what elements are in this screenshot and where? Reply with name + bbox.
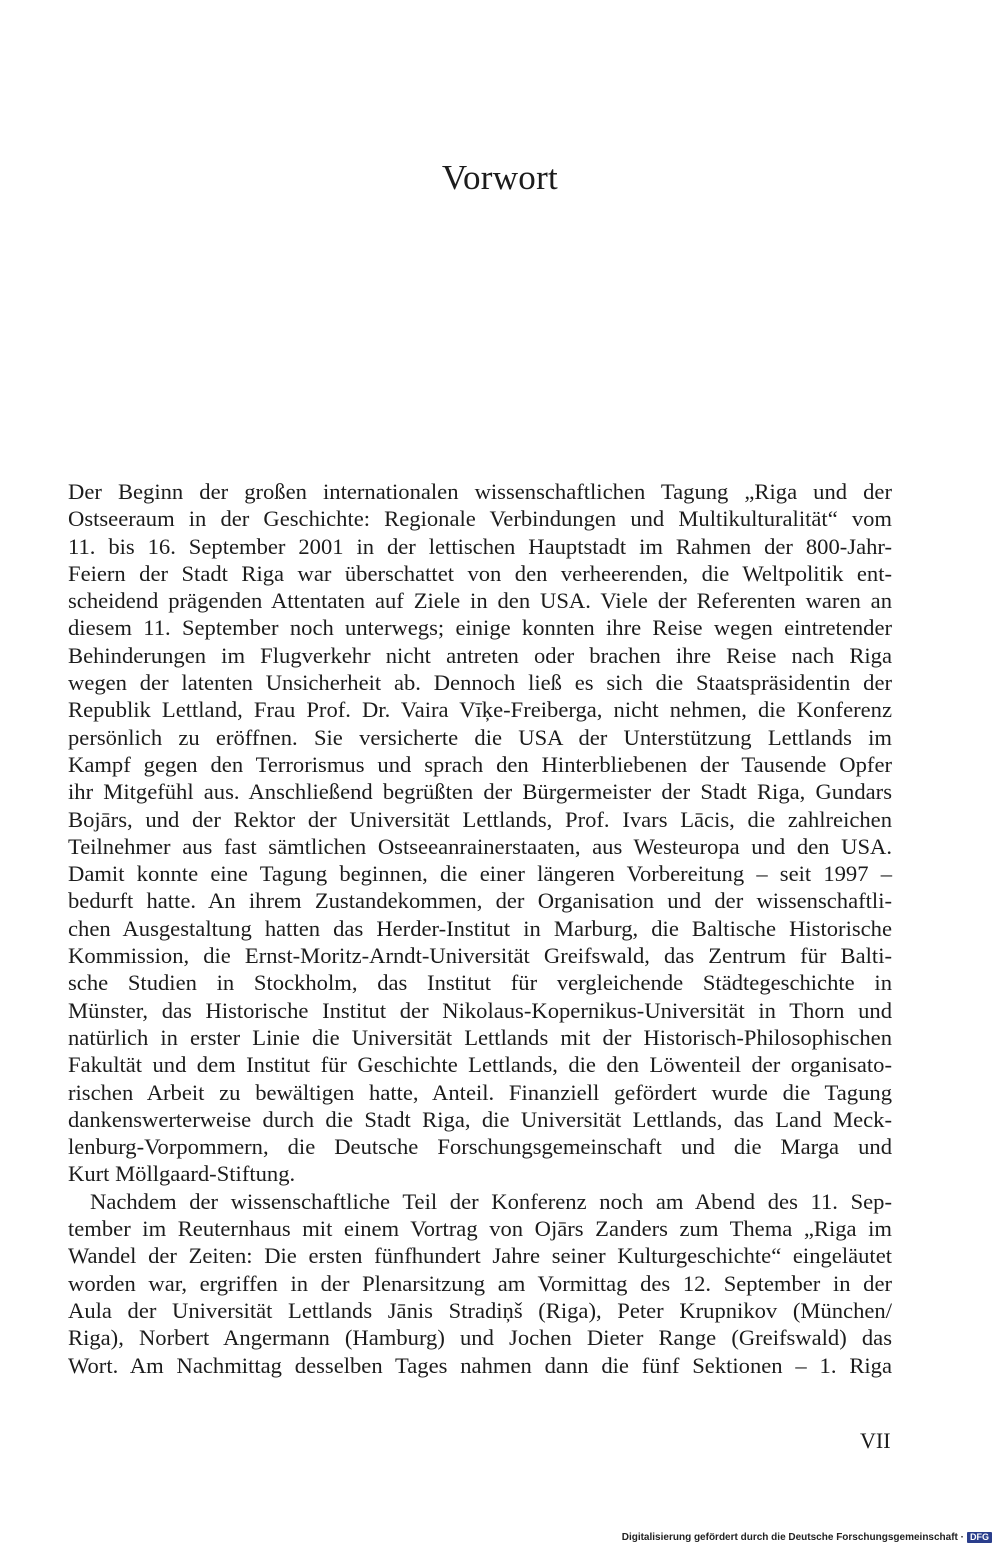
text-line: Wandel der Zeiten: Die ersten fünfhundert Jahre seiner Kulturgeschichte“ eingeläutet: [68, 1243, 892, 1269]
page-number: VII: [860, 1428, 891, 1453]
text-line: wegen der latenten Unsicherheit ab. Dennoch ließ es sich die Staatspräsidentin der: [68, 670, 892, 696]
text-line: Der Beginn der großen internationalen wissenschaftlichen Tagung „Riga und der: [68, 479, 892, 504]
text-line: Kommission, die Ernst-Moritz-Arndt-Universität Greifswald, das Zentrum für Balti-: [68, 943, 892, 969]
text-line: 11. bis 16. September 2001 in der lettischen Hauptstadt im Rahmen der 800-Jahr-: [68, 533, 892, 559]
text-line: Riga), Norbert Angermann (Hamburg) und Jochen Dieter Range (Greifswald) das: [68, 1325, 892, 1351]
text-line: Teilnehmer aus fast sämtlichen Ostseeanrainerstaaten, aus Westeuropa und den USA.: [68, 833, 892, 859]
text-line: lenburg-Vorpommern, die Deutsche Forschungsgemeinschaft und die Marga und: [68, 1134, 892, 1160]
text-line: rischen Arbeit zu bewältigen hatte, Anteil. Finanziell gefördert wurde die Tagung: [68, 1079, 892, 1105]
paragraph-1: [68, 478, 892, 1188]
text-line: Münster, das Historische Institut der Nikolaus-Kopernikus-Universität in Thorn und: [68, 997, 892, 1023]
text-line: tember im Reuternhaus mit einem Vortrag von Ojārs Zanders zum Thema „Riga im: [68, 1216, 892, 1242]
text-line: natürlich in erster Linie die Universität Lettlands mit der Historisch-Philosophischen: [68, 1024, 892, 1050]
text-line: sche Studien in Stockholm, das Institut für vergleichende Städtegeschichte in: [68, 970, 892, 996]
digitization-footer: [622, 1532, 992, 1543]
text-line: dankenswerterweise durch die Stadt Riga, die Universität Lettlands, das Land Meck-: [68, 1106, 892, 1132]
footer-text: Digitalisierung gefördert durch die Deutsche Forschungsgemeinschaft ·: [621, 1532, 964, 1543]
page-title: Vorwort: [441, 158, 559, 197]
text-line: Aula der Universität Lettlands Jānis Stradiņš (Riga), Peter Krupnikov (München/: [68, 1297, 892, 1323]
text-line: Damit konnte eine Tagung beginnen, die einer längeren Vorbereitung – seit 1997 –: [68, 861, 892, 887]
text-line: Ostseeraum in der Geschichte: Regionale Verbindungen und Multikulturalität“ vom: [68, 506, 892, 532]
text-line: Behinderungen im Flugverkehr nicht antreten oder brachen ihre Reise nach Riga: [68, 642, 892, 668]
dfg-logo: DFG: [967, 1532, 992, 1543]
text-line: Wort. Am Nachmittag desselben Tages nahmen dann die fünf Sektionen – 1. Riga: [68, 1352, 892, 1378]
text-line: Republik Lettland, Frau Prof. Dr. Vaira Vīķe-Freiberga, nicht nehmen, die Konferenz: [68, 697, 892, 723]
text-line: scheidend prägenden Attentaten auf Ziele in den USA. Viele der Referenten waren an: [68, 588, 892, 614]
text-line: Bojārs, und der Rektor der Universität Lettlands, Prof. Ivars Lācis, die zahlreichen: [68, 806, 892, 832]
text-line: chen Ausgestaltung hatten das Herder-Institut in Marburg, die Baltische Historische: [68, 915, 892, 941]
text-line: bedurft hatte. An ihrem Zustandekommen, der Organisation und der wissenschaftli-: [68, 888, 892, 914]
paragraph-2: [68, 1188, 892, 1379]
text-line: ihr Mitgefühl aus. Anschließend begrüßten der Bürgermeister der Stadt Riga, Gundars: [68, 779, 892, 805]
text-line: worden war, ergriffen in der Plenarsitzung am Vormittag des 12. September in der: [68, 1270, 892, 1296]
text-line: persönlich zu eröffnen. Sie versicherte die USA der Unterstützung Lettlands im: [68, 724, 892, 750]
body-text: [68, 478, 892, 1379]
text-line: Nachdem der wissenschaftliche Teil der Konferenz noch am Abend des 11. Sep-: [90, 1188, 892, 1214]
text-line: Feiern der Stadt Riga war überschattet von den verheerenden, die Weltpolitik ent-: [68, 560, 892, 586]
text-line: Kurt Möllgaard-Stiftung.: [68, 1161, 296, 1187]
text-line: diesem 11. September noch unterwegs; einige konnten ihre Reise wegen eintretender: [68, 615, 892, 641]
text-line: Fakultät und dem Institut für Geschichte Lettlands, die den Löwenteil der organisato-: [68, 1052, 892, 1078]
text-line: Kampf gegen den Terrorismus und sprach den Hinterbliebenen der Tausende Opfer: [68, 751, 892, 777]
